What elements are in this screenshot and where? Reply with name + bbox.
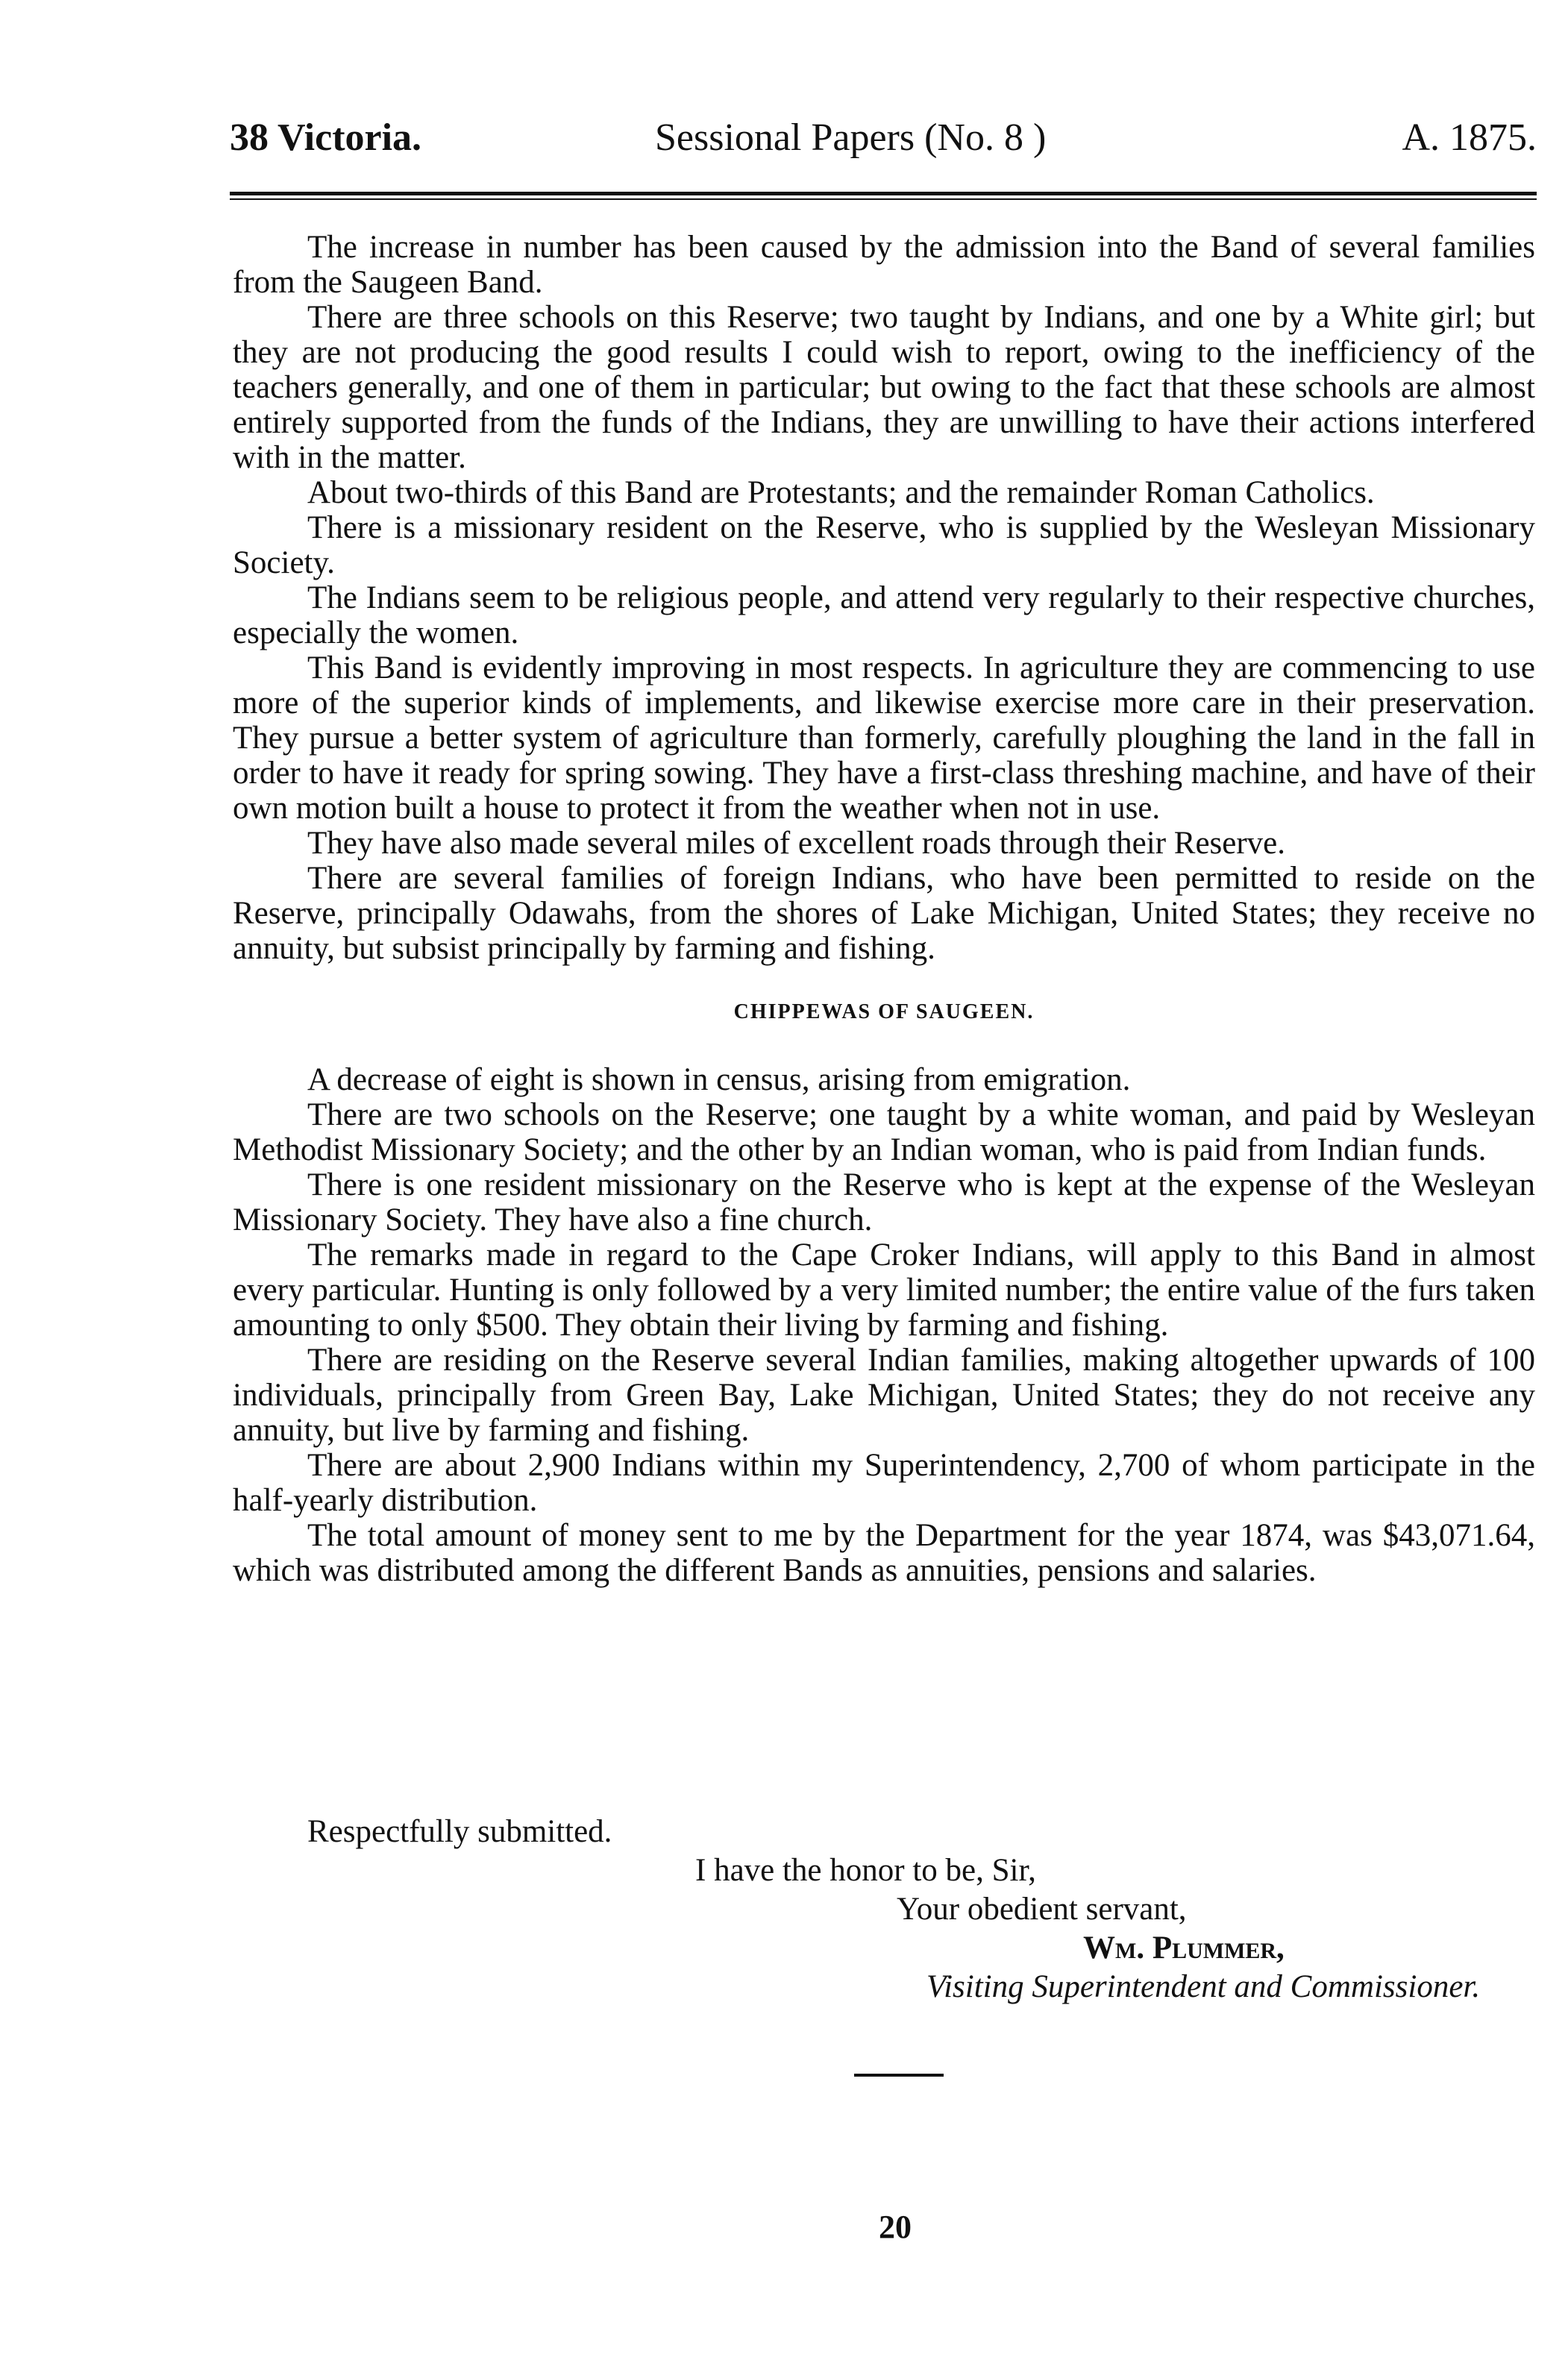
paragraph: There are about 2,900 Indians within my Superintendency, 2,700 of whom participate in the half-yearly distribution. <box>233 1448 1535 1518</box>
header-rule-thick <box>230 192 1537 195</box>
paragraph: The increase in number has been caused by the admission into the Band of several families from the Saugeen Band. <box>233 230 1535 300</box>
header-sessional-papers: Sessional Papers (No. 8 ) <box>655 116 1047 159</box>
header-volume: 38 Victoria. <box>230 116 422 159</box>
closing-salutation: I have the honor to be, Sir, <box>695 1853 1036 1888</box>
signature-title: Visiting Superintendent and Commissioner. <box>926 1969 1481 2004</box>
paragraph: There are two schools on the Reserve; one taught by a white woman, and paid by Wesleyan Methodist Missionary Society; and the other by an Indian woman, who is paid from Indian funds. <box>233 1097 1535 1167</box>
paragraph: There are three schools on this Reserve; two taught by Indians, and one by a White girl; but they are not producing the good results I could wish to report, owing to the inefficiency of the teachers generally, and one of them in particular; but owing to the fact that these schools are almost entirely supported from the funds of the Indians, they are unwilling to have their actions interfered with in the matter. <box>233 300 1535 475</box>
paragraph: There is one resident missionary on the Reserve who is kept at the expense of the Wesleyan Missionary Society. They have also a fine church. <box>233 1167 1535 1237</box>
paragraph: They have also made several miles of excellent roads through their Reserve. <box>307 826 1286 861</box>
section-heading: CHIPPEWAS OF SAUGEEN. <box>733 1000 1035 1023</box>
paragraph: A decrease of eight is shown in census, arising from emigration. <box>307 1062 1131 1097</box>
paragraph: There are several families of foreign Indians, who have been permitted to reside on the Reserve, principally Odawahs, from the shores of Lake Michigan, United States; they receive no annuity, but subsist principally by farming and fishing. <box>233 861 1535 966</box>
paragraph: The total amount of money sent to me by the Department for the year 1874, was $43,071.64, which was distributed among the different Bands as annuities, pensions and salaries. <box>233 1518 1535 1588</box>
paragraph: There is a missionary resident on the Reserve, who is supplied by the Wesleyan Missionary Society. <box>233 510 1535 580</box>
closing-block <box>233 1813 1535 2007</box>
end-rule <box>854 2074 944 2077</box>
paragraph: This Band is evidently improving in most respects. In agriculture they are commencing to use more of the superior kinds of implements, and likewise exercise more care in their preservation. They pursue a better system of agriculture than formerly, carefully ploughing the land in the fall in order to have it ready for spring sowing. They have a first-class threshing machine, and have of their own motion built a house to protect it from the weather when not in use. <box>233 650 1535 826</box>
paragraph: About two-thirds of this Band are Protestants; and the remainder Roman Catholics. <box>307 475 1375 510</box>
closing-servant: Your obedient servant, <box>897 1892 1187 1927</box>
body-text <box>233 230 1535 1588</box>
header-year: A. 1875. <box>1402 116 1537 159</box>
signature-name: Wm. Plummer, <box>1083 1930 1285 1966</box>
page-header <box>230 112 1537 164</box>
header-rule-thin <box>230 198 1537 200</box>
paragraph: There are residing on the Reserve several Indian families, making altogether upwards of 100 individuals, principally from Green Bay, Lake Michigan, United States; they do not receive any annuity, but live by farming and fishing. <box>233 1343 1535 1448</box>
page-number: 20 <box>879 2209 912 2245</box>
paragraph: The remarks made in regard to the Cape Croker Indians, will apply to this Band in almost every particular. Hunting is only followed by a very limited number; the entire value of the furs taken amounting to only $500. They obtain their living by farming and fishing. <box>233 1237 1535 1343</box>
closing-submitted: Respectfully submitted. <box>307 1814 612 1849</box>
paragraph: The Indians seem to be religious people, and attend very regularly to their respective churches, especially the women. <box>233 580 1535 650</box>
